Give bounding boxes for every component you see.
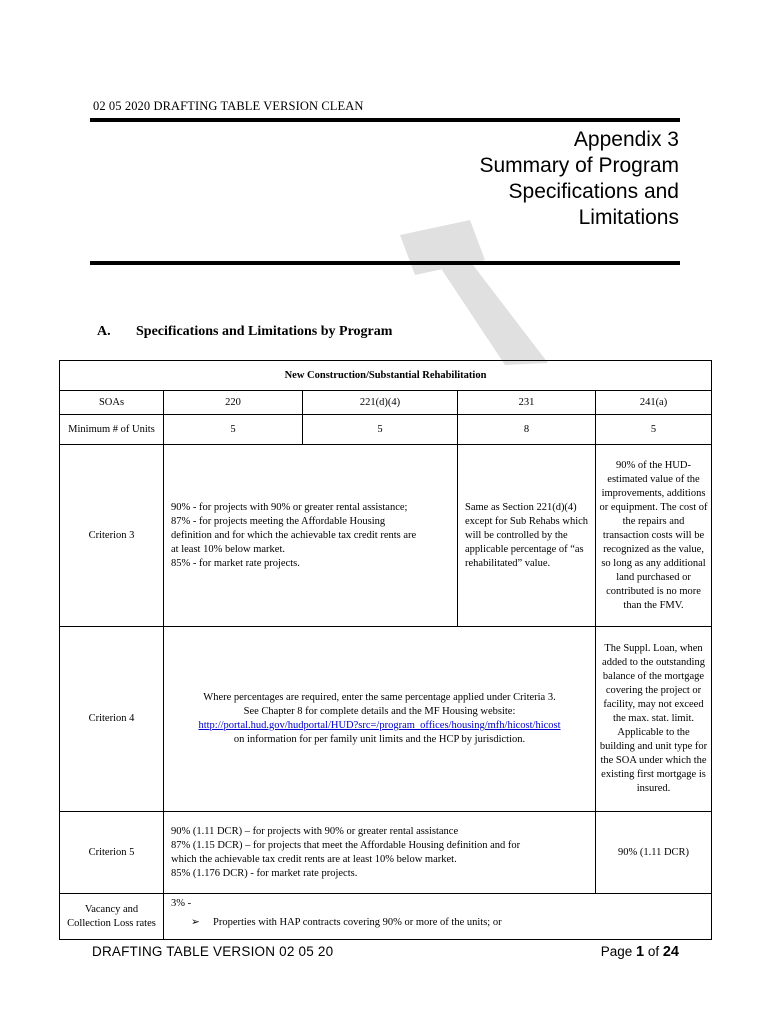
table-row	[60, 627, 712, 812]
section-title: Specifications and Limitations by Program	[136, 324, 393, 339]
min-units-231: 8	[458, 415, 596, 445]
criterion3-line: 87% - for projects meeting the Affordable Housing	[171, 515, 386, 527]
criterion3-line: definition and for which the achievable tax credit rents are	[171, 529, 417, 541]
vacancy-main	[164, 894, 712, 940]
min-units-220: 5	[164, 415, 303, 445]
page-word: Page	[600, 944, 633, 959]
criterion3-line: 90% - for projects with 90% or greater rental assistance;	[171, 501, 408, 513]
title-line: Appendix 3	[573, 128, 679, 151]
total-pages: 24	[662, 944, 679, 960]
title-line: Specifications and	[508, 180, 679, 203]
table-row	[60, 415, 712, 445]
criterion5-line: 87% (1.15 DCR) – for projects that meet the Affordable Housing definition and for	[171, 839, 521, 851]
col-241a: 241(a)	[596, 391, 712, 415]
arrow-bullet-icon: ➢	[191, 917, 200, 928]
current-page: 1	[635, 944, 645, 960]
page-number	[601, 944, 679, 960]
section-letter: A.	[97, 324, 111, 339]
criterion3-241a: 90% of the HUD-estimated value of the improvements, additions or equipment. The cost of the repairs and transaction costs will be recognized as the value, so long as any additional land purchased or contributed is no more than the FMV.	[596, 445, 712, 627]
criterion3-231: Same as Section 221(d)(4) except for Sub Rehabs which will be controlled by the applicable percentage of “as rehabilitated” value.	[458, 445, 596, 627]
min-units-241a: 5	[596, 415, 712, 445]
table-row	[60, 812, 712, 894]
criterion5-line: 85% (1.176 DCR) - for market rate projects.	[171, 867, 358, 879]
criterion3-main	[164, 445, 458, 627]
mf-housing-link[interactable]: http://portal.hud.gov/hudportal/HUD?src=/program_offices/housing/mfh/hicost/hicost	[198, 720, 561, 731]
soas-label: SOAs	[60, 391, 164, 415]
criterion4-line: on information for per family unit limits and the HCP by jurisdiction.	[233, 734, 526, 745]
vacancy-line: 3% -	[171, 898, 192, 909]
vacancy-bullet	[171, 916, 708, 930]
col-231: 231	[458, 391, 596, 415]
criterion4-241a: The Suppl. Loan, when added to the outstanding balance of the mortgage covering the project or facility, may not exceed the max. stat. limit. Applicable to the building and unit type for the SOA under which the existing first mortgage is insured.	[596, 627, 712, 812]
criterion5-label: Criterion 5	[60, 812, 164, 894]
bottom-rule	[90, 261, 680, 265]
criterion4-main	[164, 627, 596, 812]
top-rule	[90, 118, 680, 122]
vacancy-label: Vacancy and Collection Loss rates	[60, 894, 164, 940]
min-units-221d4: 5	[303, 415, 458, 445]
col-221d4: 221(d)(4)	[303, 391, 458, 415]
page-title	[319, 127, 679, 231]
specifications-table	[59, 360, 712, 940]
table-heading: New Construction/Substantial Rehabilitation	[60, 361, 712, 391]
criterion4-line: See Chapter 8 for complete details and the MF Housing website:	[243, 706, 516, 717]
criterion5-line: 90% (1.11 DCR) – for projects with 90% or greater rental assistance	[171, 825, 459, 837]
version-line: 02 05 2020 DRAFTING TABLE VERSION CLEAN	[93, 99, 364, 113]
min-units-label: Minimum # of Units	[60, 415, 164, 445]
criterion4-line: Where percentages are required, enter the same percentage applied under Criteria 3.	[203, 692, 556, 703]
criterion4-label: Criterion 4	[60, 627, 164, 812]
criterion5-line: which the achievable tax credit rents are at least 10% below market.	[171, 853, 457, 865]
title-line: Limitations	[578, 206, 679, 229]
criterion3-line: at least 10% below market.	[171, 543, 286, 555]
vacancy-bullet-text: Properties with HAP contracts covering 90% or more of the units; or	[213, 917, 502, 928]
criterion3-label: Criterion 3	[60, 445, 164, 627]
criterion3-line: 85% - for market rate projects.	[171, 557, 300, 569]
of-word: of	[647, 944, 660, 959]
criterion5-main	[164, 812, 596, 894]
hammer-watermark-icon	[290, 215, 550, 365]
table-row	[60, 391, 712, 415]
col-220: 220	[164, 391, 303, 415]
table-row	[60, 894, 712, 940]
table-row	[60, 445, 712, 627]
footer-version: DRAFTING TABLE VERSION 02 05 20	[92, 944, 334, 959]
title-line: Summary of Program	[479, 154, 679, 177]
criterion5-241a: 90% (1.11 DCR)	[596, 812, 712, 894]
